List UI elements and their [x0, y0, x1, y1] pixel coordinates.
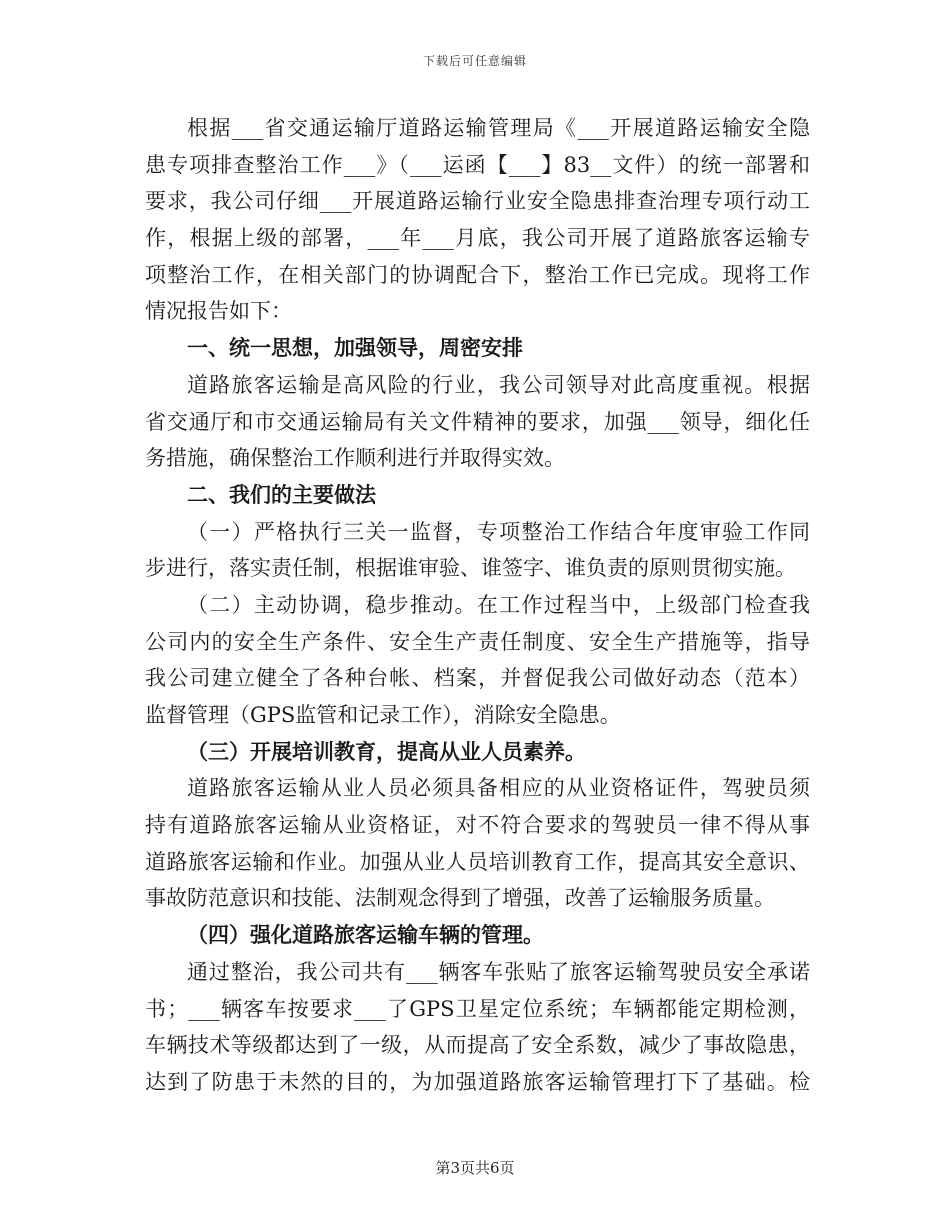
paragraph-line: （二）主动协调，稳步推动。在工作过程当中，上级部门检查我: [187, 592, 810, 617]
paragraph-line: 步进行，落实责任制，根据谁审验、谁签字、谁负责的原则贯彻实施。: [145, 556, 796, 581]
paragraph-line: 公司内的安全生产条件、安全生产责任制度、安全生产措施等，指导: [145, 629, 810, 654]
paragraph-line: （一）严格执行三关一监督，专项整治工作结合年度审验工作同: [187, 519, 810, 544]
paragraph-line: 根据___省交通运输厅道路运输管理局《___开展道路运输安全隐: [187, 116, 810, 140]
paragraph-line: 道路旅客运输从业人员必须具备相应的从业资格证件，驾驶员须: [187, 776, 810, 801]
subsection-heading: （三）开展培训教育，提高从业人员素养。: [187, 738, 586, 764]
paragraph-line: 道路旅客运输是高风险的行业，我公司领导对此高度重视。根据: [187, 372, 810, 397]
page-header: 下载后可任意编辑: [422, 54, 527, 68]
section-heading: 一、统一思想，加强领导，周密安排: [187, 335, 523, 361]
paragraph-line: 我公司建立健全了各种台帐、档案，并督促我公司做好动态（范本）: [145, 666, 810, 691]
paragraph-line: 监督管理（GPS监管和记录工作），消除安全隐患。: [145, 703, 621, 727]
paragraph-line: 作，根据上级的部署，___年___月底，我公司开展了道路旅客运输专: [145, 226, 810, 251]
paragraph-line: 车辆技术等级都达到了一级，从而提高了安全系数，减少了事故隐患，: [145, 1033, 810, 1058]
paragraph-line: 情况报告如下：: [145, 299, 292, 324]
paragraph-line: 患专项排查整治工作___》（___运函【___】83__文件）的统一部署和: [145, 152, 810, 177]
paragraph-line: 省交通厅和市交通运输局有关文件精神的要求，加强___领导，细化任: [145, 409, 810, 434]
document-body: [145, 110, 810, 1101]
section-heading: 二、我们的主要做法: [187, 481, 376, 507]
paragraph-line: 道路旅客运输和作业。加强从业人员培训教育工作，提高其安全意识、: [145, 849, 810, 874]
paragraph-line: 达到了防患于未然的目的，为加强道路旅客运输管理打下了基础。检: [145, 1069, 810, 1094]
paragraph-line: 项整治工作，在相关部门的协调配合下，整治工作已完成。现将工作: [145, 262, 810, 287]
paragraph-line: 书；___辆客车按要求___了GPS卫星定位系统；车辆都能定期检测，: [145, 996, 810, 1021]
paragraph-line: 务措施，确保整治工作顺利进行并取得实效。: [145, 446, 565, 471]
subsection-heading: （四）强化道路旅客运输车辆的管理。: [187, 922, 544, 948]
paragraph-line: 通过整治，我公司共有___辆客车张贴了旅客运输驾驶员安全承诺: [187, 959, 810, 984]
page-number: 第3页共6页: [435, 1159, 515, 1177]
paragraph-line: 要求，我公司仔细___开展道路运输行业安全隐患排查治理专项行动工: [145, 189, 810, 214]
paragraph-line: 事故防范意识和技能、法制观念得到了增强，改善了运输服务质量。: [145, 886, 775, 911]
paragraph-line: 持有道路旅客运输从业资格证，对不符合要求的驾驶员一律不得从事: [145, 813, 810, 838]
